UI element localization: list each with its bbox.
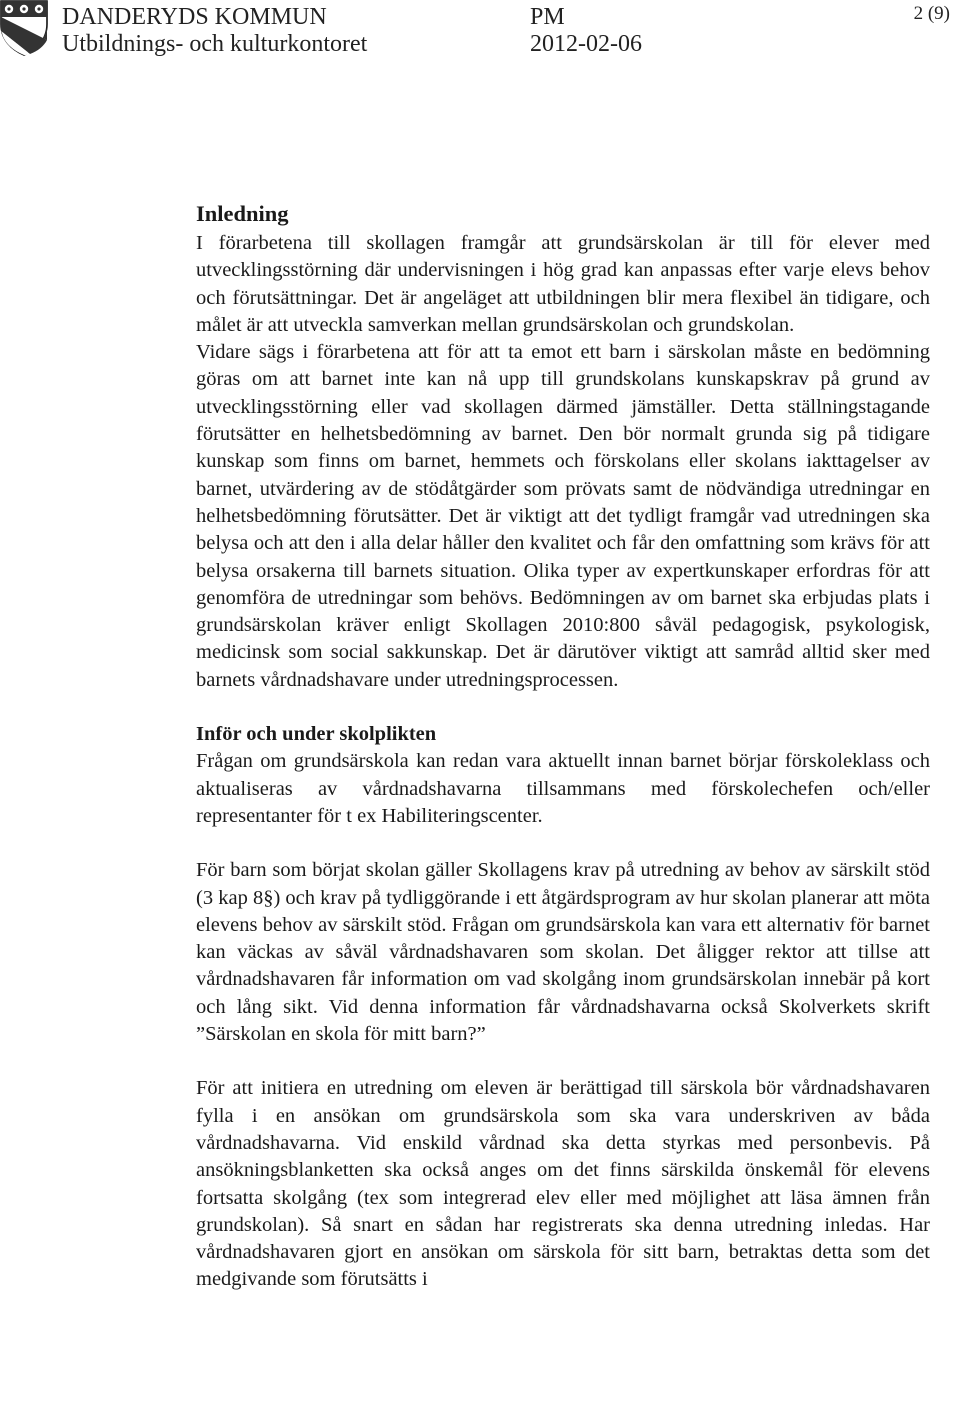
paragraph-intro: I förarbetena till skollagen framgår att grundsärskolan är till för elever med utvecklingsstörning där undervisningen i hög grad kan anpassas efter varje elevs behov och förutsättningar. Det är angeläget att utbildningen blir mera flexibel än tidigare, och målet är att utveckla samverkan mellan grundsärskolan och grundskolan. xyxy=(196,232,930,336)
paragraph-assessment: Vidare sägs i förarbetena att för att ta emot ett barn i särskolan måste en bedömning göras om att barnet inte kan nå upp till grundskolans kunskapskrav på grund av utvecklingsstörning eller vad skollagen därmed jämställer. Detta ställningstagande förutsätter en helhetsbedömning av barnet. Den bör normalt grunda sig på tidigare kunskap som finns om barnet, hemmets och förskolans eller skolans iakttagelser av barnet, utvärdering av de stödåtgärder som prövats samt de nödvändiga utredningar en helhetsbedömning förutsätter. Det är viktigt att det tydligt framgår vad utredningen ska belysa och att den i alla delar håller den kvalitet och får den omfattning som krävs för att belysa orsakerna till barnets situation. Olika typer av expertkunskaper erfordras för att genomföra de utredningar som behövs. Bedömningen av om barnet ska erbjudas plats i grundsärskolan kräver enligt Skollagen 2010:800 såväl pedagogisk, psykologisk, medicinsk som social sakkunskap. Det är därutöver viktigt att samråd alltid sker med barnets vårdnadshavare under utredningsprocessen. xyxy=(196,341,930,691)
section-heading: Inledning xyxy=(196,201,289,226)
subsection-heading: Inför och under skolplikten xyxy=(196,723,437,746)
document-type: PM xyxy=(530,4,565,30)
paragraph-application: För att initiera en utredning om eleven är berättigad till särskola bör vårdnadshavaren fylla i en ansökan om grundsärskola som ska vara underskriven av båda vårdnadshavarna. Vid enskild vårdnad ska detta styrkas med personbevis. På ansökningsblanketten ska också anges om det finns särskilda önskemål för elevens fortsatta skolgång (tex som integrerad elev eller med möjlighet att läsa ämnen från grundskolan). Så snart en sådan har registrerats ska denna utredning inledas. Har vårdnadshavaren gjort en ansökan om särskola för sitt barn, betraktas detta som det medgivande som förutsätts i xyxy=(196,1077,930,1291)
document-date: 2012-02-06 xyxy=(530,31,642,57)
danderyd-coat-of-arms-icon xyxy=(0,0,48,56)
organization-name: DANDERYDS KOMMUN xyxy=(62,4,327,30)
paragraph-school-support: För barn som börjat skolan gäller Skollagens krav på utredning av behov av särskilt stöd (3 kap 8§) och krav på tydliggörande i ett åtgärdsprogram av hur skolan planerar att möta elevens behov av särskilt stöd. Frågan om grundsärskola kan vara ett alternativ för barnet kan väckas av såväl vårdnadshavaren som skolan. Det åligger rektor att tillse att vårdnadshavaren får information om vad skolgång inom grundsärskolan innebär på kort och lång sikt. Vid denna information får vårdnadshavarna också Skolverkets skrift ”Särskolan en skola för mitt barn?” xyxy=(196,859,930,1046)
page-number: 2 (9) xyxy=(913,3,950,24)
department-name: Utbildnings- och kulturkontoret xyxy=(62,31,368,57)
paragraph-preschool: Frågan om grundsärskola kan redan vara aktuellt innan barnet börjar förskoleklass och aktualiseras av vårdnadshavarna tillsammans med förskolechefen och/eller representanter för t ex Habiliteringscenter. xyxy=(196,750,930,827)
document-body xyxy=(196,198,930,1294)
